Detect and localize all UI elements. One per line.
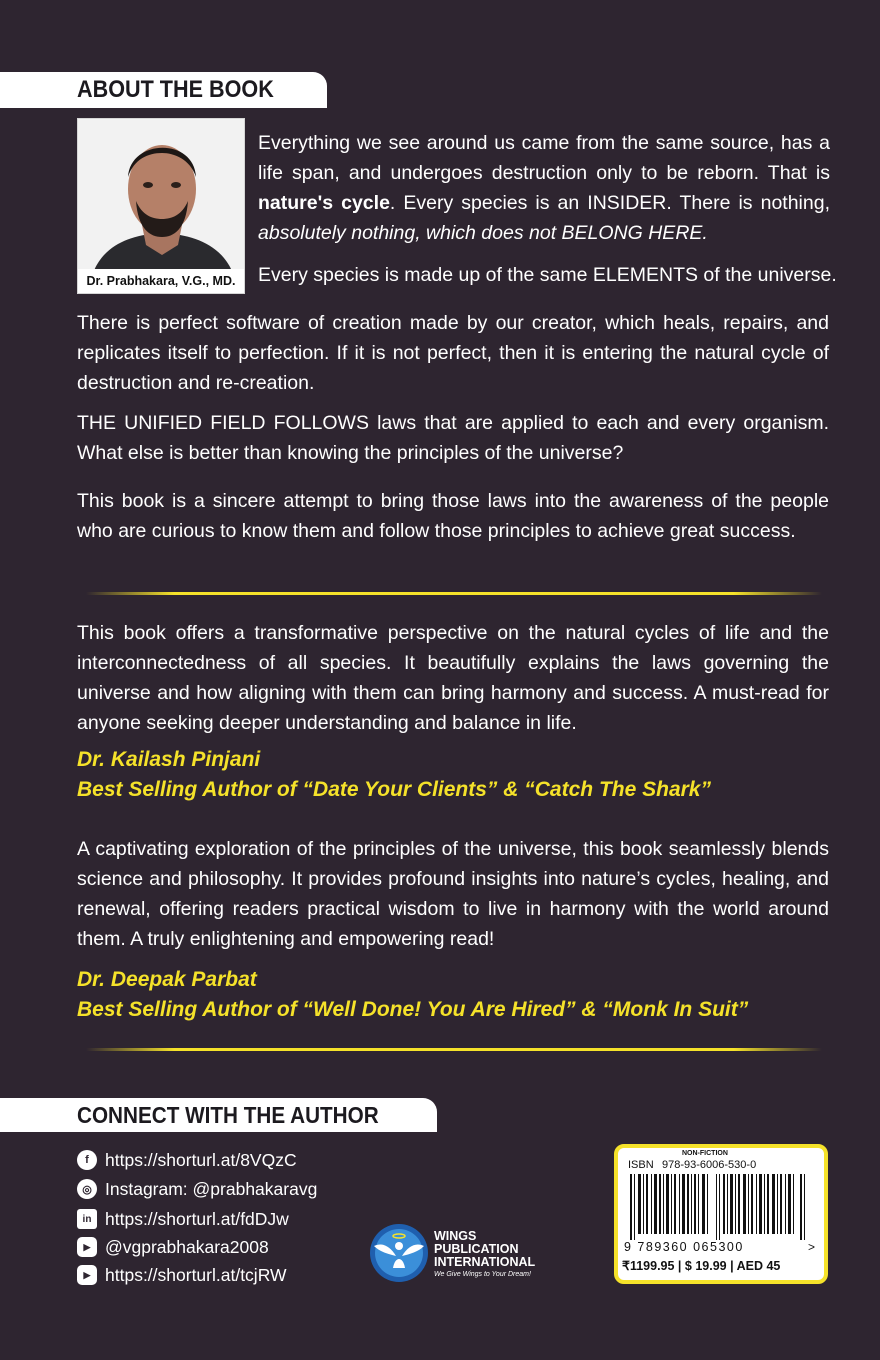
author-portrait	[78, 119, 245, 294]
author-caption: Dr. Prabhakara, V.G., MD.	[78, 269, 244, 293]
section-divider-bottom	[86, 1048, 822, 1051]
facebook-icon: f	[77, 1150, 97, 1170]
social-link-youtube-url[interactable]	[77, 1262, 287, 1288]
review-1-author: Dr. Kailash Pinjani	[77, 748, 261, 771]
publisher-name-3: INTERNATIONAL	[434, 1255, 536, 1269]
isbn-label: ISBN	[628, 1159, 654, 1171]
author-photo	[77, 118, 245, 294]
linkedin-icon: in	[77, 1209, 97, 1229]
review-1-text: This book offers a transformative perspective on the natural cycles of life and the interconnectedness of all species. It beautifully explains the laws governing the universe and how aligning with them can bring harmony and success. A must-read for anyone seeking deeper understanding and balance in life.	[77, 622, 829, 734]
about-p1-start: Everything we see around us came from the same source, has a life span, and undergoes destruction only to be reborn. That is	[258, 132, 830, 184]
price-line: ₹1199.95 | $ 19.99 | AED 45	[622, 1259, 781, 1273]
barcode-arrow: >	[808, 1240, 816, 1254]
social-link-text[interactable]: https://shorturl.at/8VQzC	[105, 1149, 297, 1170]
social-link-text[interactable]: https://shorturl.at/fdDJw	[105, 1208, 289, 1229]
social-link-facebook[interactable]	[77, 1147, 297, 1173]
publisher-name-2: PUBLICATION	[434, 1242, 519, 1256]
connect-heading-tab	[0, 1098, 437, 1132]
barcode-bars	[630, 1174, 810, 1240]
social-link-text[interactable]: @vgprabhakara2008	[105, 1236, 269, 1257]
publisher-name-1: WINGS	[434, 1229, 477, 1243]
about-p1-bold: nature's cycle	[258, 192, 390, 214]
barcode-panel	[614, 1144, 828, 1284]
youtube-icon: ▶	[77, 1265, 97, 1285]
barcode-digits: 9 789360 065300	[624, 1240, 744, 1254]
publisher-tagline: We Give Wings to Your Dream!	[434, 1271, 531, 1278]
about-p1-end: . Every species is an INSIDER. There is nothing,	[389, 192, 830, 214]
publisher-wings-icon	[368, 1222, 430, 1284]
review-1-author-title: Best Selling Author of “Date Your Clients” & “Catch The Shark”	[77, 778, 711, 801]
social-link-text[interactable]: Instagram: @prabhakaravg	[105, 1178, 318, 1199]
review-2-text: A captivating exploration of the principles of the universe, this book seamlessly blends science and philosophy. It provides profound insights into nature’s cycles, healing, and renewal, offering readers practical wisdom to live in harmony with the world around them. A truly enlightening and empowering read!	[77, 838, 829, 950]
book-category: NON-FICTION	[682, 1150, 728, 1157]
review-2-author-title: Best Selling Author of “Well Done! You Are Hired” & “Monk In Suit”	[77, 998, 749, 1021]
publisher-logo	[368, 1222, 568, 1284]
about-paragraph-5: This book is a sincere attempt to bring those laws into the awareness of the people who are curious to know them and follow those principles to achieve great success.	[77, 490, 829, 542]
connect-heading: CONNECT WITH THE AUTHOR	[77, 1102, 379, 1128]
instagram-icon: ◎	[77, 1179, 97, 1199]
section-divider-top	[86, 592, 822, 595]
social-link-instagram[interactable]	[77, 1176, 317, 1202]
about-paragraph-1	[258, 128, 830, 248]
about-paragraph-3: There is perfect software of creation made by our creator, which heals, repairs, and replicates itself to perfection. If it is not perfect, then it is entering the natural cycle of destruction and re-creation.	[77, 312, 829, 394]
about-paragraph-2: Every species is made up of the same ELEMENTS of the universe.	[258, 264, 837, 286]
social-link-text[interactable]: https://shorturl.at/tcjRW	[105, 1264, 287, 1285]
youtube-icon: ▶	[77, 1237, 97, 1257]
about-p1-italic: absolutely nothing, which does not BELONG HERE.	[258, 222, 708, 244]
review-2-author: Dr. Deepak Parbat	[77, 968, 257, 991]
isbn-number: 978-93-6006-530-0	[662, 1159, 757, 1171]
social-link-youtube-handle[interactable]	[77, 1234, 269, 1260]
about-paragraph-4: THE UNIFIED FIELD FOLLOWS laws that are applied to each and every organism. What else is better than knowing the principles of the universe?	[77, 412, 829, 464]
about-heading: ABOUT THE BOOK	[77, 76, 274, 103]
social-link-linkedin[interactable]	[77, 1206, 289, 1232]
about-heading-tab	[0, 72, 327, 108]
